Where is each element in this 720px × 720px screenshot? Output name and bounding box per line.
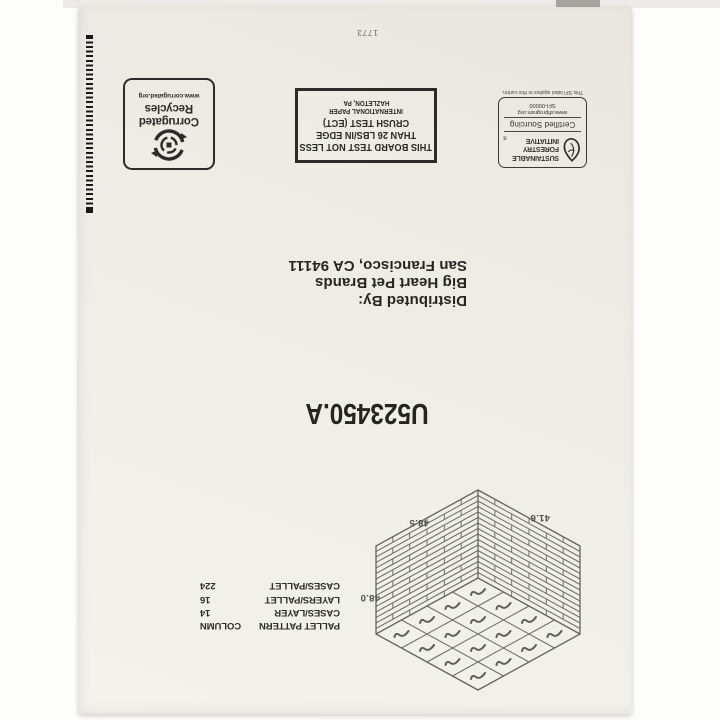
pallet-depth-label: 48.5 [409,517,429,528]
divider [504,117,581,118]
recycle-line2: Recycles [144,102,194,115]
row-value: 14 [200,606,211,618]
sfi-certification: Certified Sourcing [509,120,576,129]
stamp-line2: THAN 26 LBS/IN EDGE [315,129,417,142]
row-value: 224 [200,580,216,592]
table-row [200,579,340,592]
row-label: CASES/PALLET [269,580,340,592]
recycle-line1: Corrugated [139,115,199,127]
pallet-width-label: 41.6 [530,512,550,523]
distributor-name: Big Heart Pet Brands [314,274,467,292]
sfi-caption: This SFI label applies to this carton. [501,89,584,95]
sfi-box [498,97,587,168]
table-row [200,592,340,605]
table-row [200,606,340,619]
row-value: COLUMN [200,620,242,631]
pallet-top-grid [402,592,555,676]
sfi-license-number: SFI-00000 [529,102,556,108]
pallet-pattern-table [200,579,340,632]
stamp-maker: INTERNATIONAL PAPER [329,107,403,115]
pallet-stack-diagram [352,482,592,694]
distributor-block [288,257,467,310]
recycle-website: www.corrugated.org [138,92,200,99]
sfi-label [498,89,587,168]
cardboard-panel [78,7,632,714]
stamp-location: HAZLETON, PA [343,99,389,106]
pallet-height-label: 48.0 [360,592,380,603]
row-label: LAYERS/PALLET [264,593,340,605]
stamp-line3: CRUSH TEST (ECT) [322,117,410,130]
registered-mark: ® [503,134,507,140]
edge-print-code: 1773 [356,28,378,38]
recycle-arrows-icon [151,127,187,163]
sfi-website: www.sfiprogram.org [517,109,568,115]
sfi-leaf-icon [562,134,582,164]
pallet-left-face [478,490,580,634]
corrugated-recycles-badge [123,78,215,170]
pallet-right-face [376,490,478,634]
sfi-org-line2: FORESTRY [522,145,559,155]
divider [504,131,581,132]
item-code: U523450.A [305,397,429,429]
row-label: CASES/LAYER [274,606,340,618]
sfi-org-line3: INITIATIVE [525,136,559,146]
row-value: 16 [200,593,211,605]
distributor-city: San Francisco, CA 94111 [288,257,467,274]
edge-barcode [86,35,93,213]
stamp-line1: THIS BOARD TEST NOT LESS [299,141,433,154]
sfi-org-line1: SUSTAINABLE [512,153,559,163]
table-row [200,619,340,632]
distributed-by-label: Distributed By: [357,292,467,309]
board-test-stamp [295,88,437,163]
row-label: PALLET PATTERN [259,620,340,631]
